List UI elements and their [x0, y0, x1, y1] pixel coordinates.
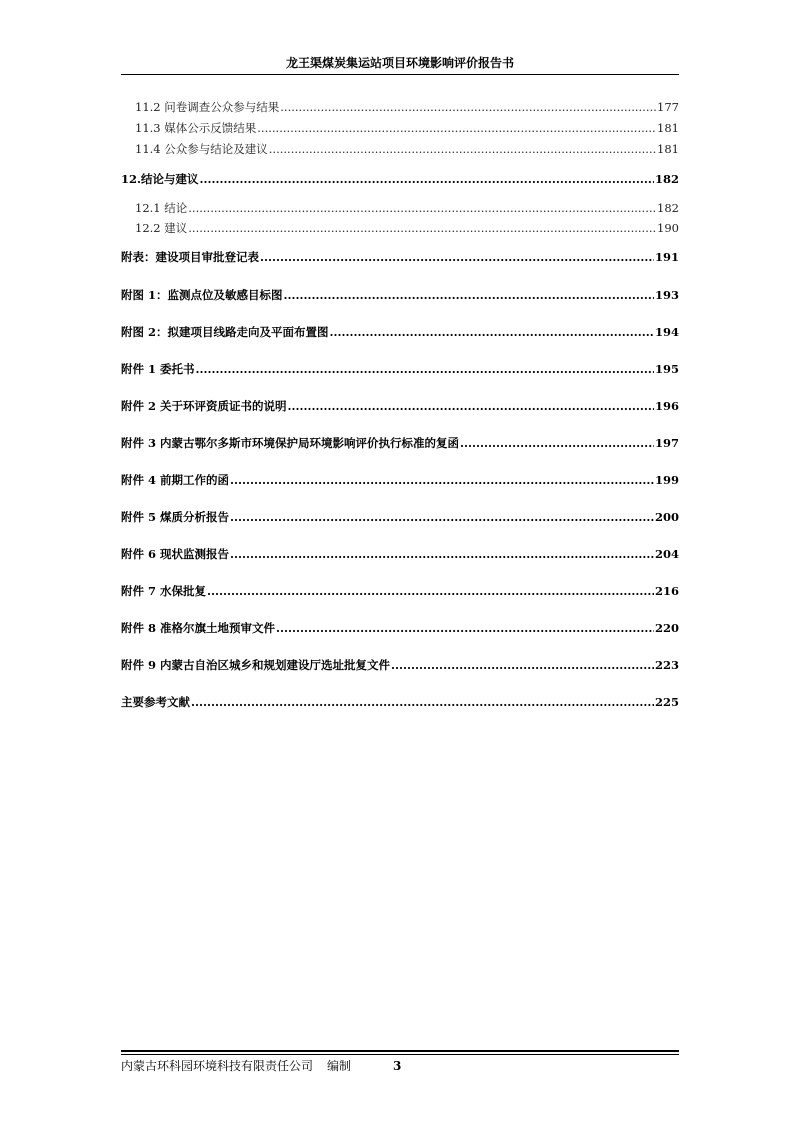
page-number: 3 — [393, 1059, 402, 1073]
toc-entry-page: 220 — [654, 621, 679, 635]
toc-entry[interactable] — [121, 171, 679, 187]
toc-entry-label: 11.2 问卷调查公众参与结果 — [135, 100, 280, 114]
running-header: 龙王渠煤炭集运站项目环境影响评价报告书 — [285, 56, 514, 70]
toc-leader-dots — [207, 583, 654, 599]
toc-leader-dots — [188, 220, 656, 236]
toc-entry-label: 主要参考文献 — [121, 695, 190, 709]
toc-leader-dots — [269, 141, 656, 157]
toc-leader-dots — [196, 361, 654, 377]
toc-entry-page: 181 — [657, 142, 679, 156]
toc-entry[interactable] — [121, 99, 679, 115]
toc-entry-page: 177 — [657, 100, 679, 114]
toc-entry[interactable] — [121, 509, 679, 525]
toc-entry-page: 190 — [657, 221, 679, 235]
toc-leader-dots — [460, 435, 654, 451]
toc-leader-dots — [276, 620, 654, 636]
toc-entry-label: 附件 9 内蒙古自治区城乡和规划建设厅选址批复文件 — [121, 658, 391, 672]
toc-entry-label: 附表：建设项目审批登记表 — [121, 250, 259, 264]
toc-entry-label: 附件 1 委托书 — [121, 362, 195, 376]
toc-leader-dots — [391, 657, 654, 673]
toc-entry-page: 204 — [654, 547, 679, 561]
toc-entry-page: 182 — [654, 172, 679, 186]
toc-entry-label: 附件 6 现状监测报告 — [121, 547, 230, 561]
toc-leader-dots — [200, 171, 654, 187]
toc-entry-label: 附件 8 准格尔旗土地预审文件 — [121, 621, 276, 635]
footer-company: 内蒙古环科园环境科技有限责任公司 — [121, 1059, 314, 1073]
toc-entry[interactable] — [121, 361, 679, 377]
toc-entry-label: 12.1 结论 — [135, 201, 188, 215]
toc-entry-page: 196 — [654, 399, 679, 413]
toc-entry[interactable] — [121, 287, 679, 303]
running-footer — [121, 1058, 401, 1074]
toc-entry-page: 216 — [654, 584, 679, 598]
toc-entry-page: 197 — [654, 436, 679, 450]
toc-entry[interactable] — [121, 120, 679, 136]
toc-entry-label: 11.4 公众参与结论及建议 — [135, 142, 268, 156]
toc-leader-dots — [188, 200, 656, 216]
toc-entry[interactable] — [121, 620, 679, 636]
toc-entry-label: 12.结论与建议 — [121, 172, 199, 186]
toc-entry[interactable] — [121, 694, 679, 710]
toc-entry-page: 193 — [654, 288, 679, 302]
toc-leader-dots — [280, 99, 656, 115]
footer-rule-thick — [121, 1050, 679, 1052]
toc-entry[interactable] — [121, 398, 679, 414]
toc-entry[interactable] — [121, 435, 679, 451]
toc-leader-dots — [230, 546, 654, 562]
toc-entry-page: 181 — [657, 121, 679, 135]
toc-leader-dots — [288, 398, 654, 414]
toc-leader-dots — [284, 287, 654, 303]
toc-leader-dots — [257, 120, 656, 136]
toc-entry-label: 附件 2 关于环评资质证书的说明 — [121, 399, 287, 413]
toc-entry[interactable] — [121, 583, 679, 599]
toc-entry-page: 194 — [654, 325, 679, 339]
toc-leader-dots — [230, 509, 654, 525]
toc-entry[interactable] — [121, 324, 679, 340]
toc-entry-page: 195 — [654, 362, 679, 376]
footer-edit-label: 编制 — [327, 1059, 352, 1073]
toc-entry-page: 200 — [654, 510, 679, 524]
header-rule — [121, 74, 679, 75]
toc-entry-label: 附件 5 煤质分析报告 — [121, 510, 230, 524]
toc-entry[interactable] — [121, 220, 679, 236]
footer-rule-thin — [121, 1054, 679, 1055]
toc-entry-label: 附件 3 内蒙古鄂尔多斯市环境保护局环境影响评价执行标准的复函 — [121, 436, 460, 450]
toc-entry-page: 191 — [654, 250, 679, 264]
toc-entry-label: 附图 1：监测点位及敏感目标图 — [121, 288, 283, 302]
toc-entry-page: 182 — [657, 201, 679, 215]
toc-entry-label: 附件 7 水保批复 — [121, 584, 207, 598]
toc-entry[interactable] — [121, 657, 679, 673]
toc-entry[interactable] — [121, 200, 679, 216]
toc-leader-dots — [230, 472, 654, 488]
toc-entry-label: 附件 4 前期工作的函 — [121, 473, 230, 487]
toc-entry[interactable] — [121, 472, 679, 488]
toc-entry[interactable] — [121, 141, 679, 157]
toc-entry-label: 12.2 建议 — [135, 221, 188, 235]
toc-entry-page: 225 — [654, 695, 679, 709]
toc-entry[interactable] — [121, 249, 679, 265]
toc-leader-dots — [191, 694, 654, 710]
toc-entry[interactable] — [121, 546, 679, 562]
toc-entry-label: 11.3 媒体公示反馈结果 — [135, 121, 257, 135]
toc-leader-dots — [330, 324, 654, 340]
toc-entry-page: 223 — [654, 658, 679, 672]
toc-leader-dots — [260, 249, 654, 265]
toc-entry-label: 附图 2：拟建项目线路走向及平面布置图 — [121, 325, 329, 339]
toc-entry-page: 199 — [654, 473, 679, 487]
